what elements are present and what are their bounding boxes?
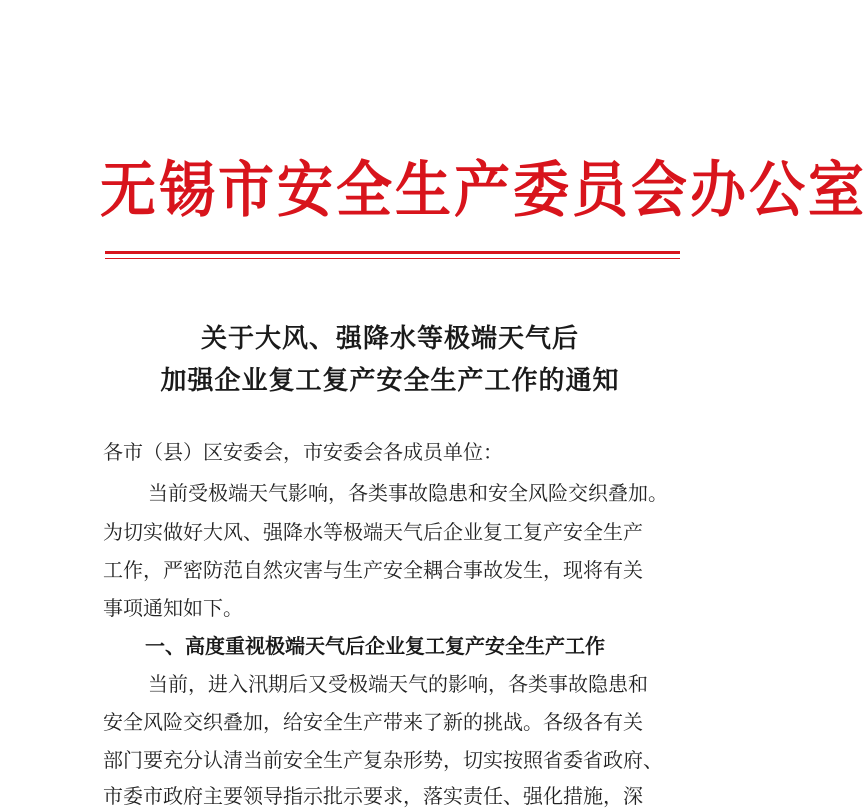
paragraph-line: 安全风险交织叠加，给安全生产带来了新的挑战。各级各有关 (103, 710, 643, 734)
paragraph-line: 事项通知如下。 (103, 596, 243, 620)
paragraph-line: 市委市政府主要领导指示批示要求，落实责任、强化措施，深 (103, 784, 643, 808)
salutation: 各市（县）区安委会，市安委会各成员单位： (103, 440, 503, 464)
doc-title-line-2: 加强企业复工复产安全生产工作的通知 (160, 366, 620, 396)
paragraph-line: 部门要充分认清当前安全生产复杂形势，切实按照省委省政府、 (103, 748, 663, 772)
paragraph-line: 当前受极端天气影响，各类事故隐患和安全风险交织叠加。 (148, 481, 668, 505)
letterhead-rule-thick (105, 251, 680, 254)
paragraph-line: 工作，严密防范自然灾害与生产安全耦合事故发生，现将有关 (103, 558, 643, 582)
paragraph-line: 为切实做好大风、强降水等极端天气后企业复工复产安全生产 (103, 520, 643, 544)
paragraph-line: 当前，进入汛期后又受极端天气的影响，各类事故隐患和 (148, 672, 648, 696)
section-heading: 一、高度重视极端天气后企业复工复产安全生产工作 (145, 634, 605, 658)
letterhead-rule-thin (105, 258, 680, 259)
doc-title-line-1: 关于大风、强降水等极端天气后 (200, 324, 579, 354)
org-letterhead: 无锡市安全生产委员会办公室 (100, 154, 867, 226)
